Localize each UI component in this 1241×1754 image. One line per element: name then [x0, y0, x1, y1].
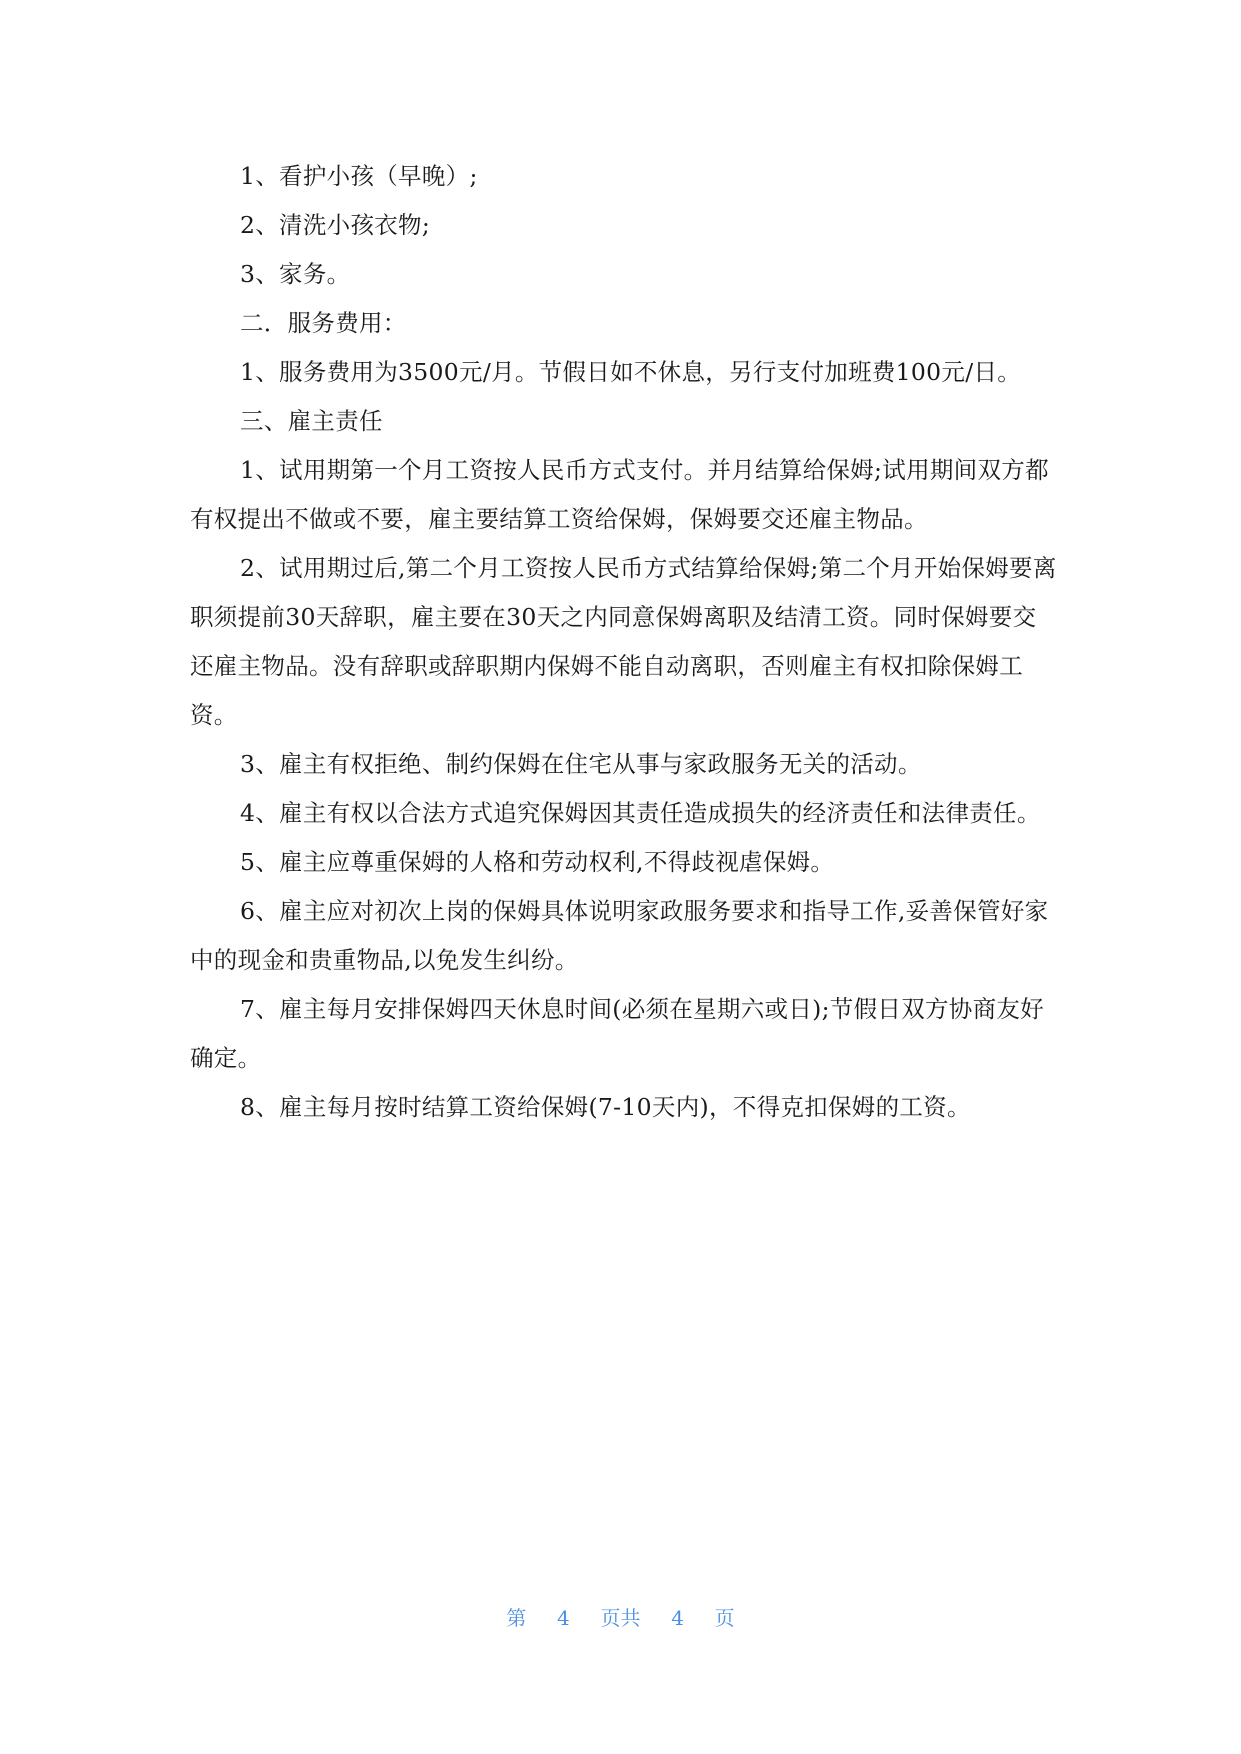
paragraph: 8、雇主每月按时结算工资给保姆(7-10天内)，不得克扣保姆的工资。	[240, 1093, 971, 1121]
paragraph: 1、服务费用为3500元/月。节假日如不休息，另行支付加班费100元/日。	[240, 358, 1022, 386]
document-body	[190, 152, 1060, 1132]
section-heading: 三、雇主责任	[240, 407, 383, 435]
paragraph: 6、雇主应对初次上岗的保姆具体说明家政服务要求和指导工作,妥善保管好家中的现金和贵重物品,以免发生纠纷。	[190, 897, 1049, 974]
page-footer	[0, 1602, 1241, 1631]
footer-prefix: 第	[506, 1606, 527, 1630]
paragraph: 3、家务。	[240, 260, 351, 288]
paragraph: 5、雇主应尊重保姆的人格和劳动权利,不得歧视虐保姆。	[240, 848, 835, 876]
section-heading: 二．服务费用：	[240, 309, 407, 337]
footer-middle: 页共	[600, 1606, 641, 1630]
paragraph: 1、试用期第一个月工资按人民币方式支付。并月结算给保姆;试用期间双方都有权提出不做或不要，雇主要结算工资给保姆，保姆要交还雇主物品。	[190, 456, 1049, 533]
paragraph: 3、雇主有权拒绝、制约保姆在住宅从事与家政服务无关的活动。	[240, 750, 922, 778]
footer-suffix: 页	[714, 1606, 735, 1630]
current-page-number: 4	[557, 1606, 570, 1630]
paragraph: 7、雇主每月安排保姆四天休息时间(必须在星期六或日);节假日双方协商友好确定。	[190, 995, 1045, 1072]
paragraph: 2、清洗小孩衣物;	[240, 211, 431, 239]
total-page-number: 4	[671, 1606, 684, 1630]
paragraph: 1、看护小孩（早晚）;	[240, 162, 478, 190]
paragraph: 4、雇主有权以合法方式追究保姆因其责任造成损失的经济责任和法律责任。	[240, 799, 1041, 827]
paragraph: 2、试用期过后,第二个月工资按人民币方式结算给保姆;第二个月开始保姆要离职须提前30天辞职，雇主要在30天之内同意保姆离职及结清工资。同时保姆要交还雇主物品。没有辞职或辞职期内保姆不能自动离职，否则雇主有权扣除保姆工资。	[190, 554, 1057, 729]
